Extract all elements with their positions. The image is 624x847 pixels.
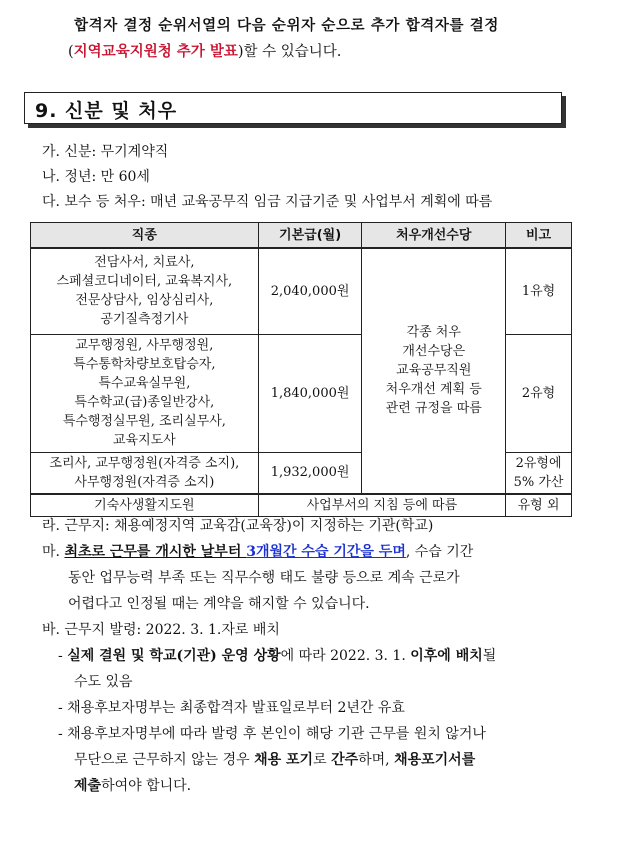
intro-line-1: 합격자 결정 순위서열의 다음 순위자 순으로 추가 합격자를 결정 <box>74 17 499 34</box>
header-note: 비고 <box>506 223 572 249</box>
table-header-row <box>31 223 572 249</box>
b1-bold: 실제 결원 및 학교(기관) 운영 상황 <box>67 648 281 664</box>
job-line: 전담사서, 치료사, <box>94 255 195 271</box>
header-pay: 기본급(월) <box>258 223 362 249</box>
section-header <box>24 92 562 124</box>
item-ma <box>42 542 473 562</box>
pay-cell: 2,040,000원 <box>258 248 362 334</box>
header-allowance: 처우개선수당 <box>362 223 506 249</box>
b1-mid: 에 따라 2022. 3. 1. <box>280 648 411 664</box>
header-job: 직종 <box>31 223 259 249</box>
item-ba: 바. 근무지 발령: 2022. 3. 1.자로 배치 <box>42 622 280 638</box>
job-cell <box>31 452 259 494</box>
note-cell: 유형 외 <box>506 494 572 517</box>
item-na: 나. 정년: 만 60세 <box>42 169 150 185</box>
job-line: 특수통학차량보호탑승자, <box>73 357 216 372</box>
section-title: 9. 신분 및 처우 <box>35 100 178 122</box>
bullet-3-line3 <box>74 776 191 796</box>
pay-table <box>30 222 572 517</box>
merged-cell: 사업부서의 지침 등에 따름 <box>258 494 505 517</box>
job-line: 스페셜코디네이터, 교육복지사, <box>56 274 233 290</box>
job-cell: 기숙사생활지도원 <box>31 494 259 517</box>
ma-prefix: 마. <box>42 544 65 560</box>
allowance-line: 개선수당은 <box>402 344 466 360</box>
item-ma-line3: 어렵다고 인정될 때는 계약을 해지할 수 있습니다. <box>68 596 370 612</box>
bullet-2: - 채용후보자명부는 최종합격자 발표일로부터 2년간 유효 <box>58 700 405 716</box>
b3-bold3: 채용포기서를 <box>394 752 476 768</box>
item-ga: 가. 신분: 무기계약직 <box>42 144 169 160</box>
dash: - <box>58 648 68 664</box>
b1-bold2: 이후에 배치 <box>410 648 483 664</box>
allowance-line: 관련 규정을 따름 <box>385 401 482 417</box>
bullet-3-line2 <box>74 750 475 770</box>
bullet-3-line1: - 채용후보자명부에 따라 발령 후 본인이 해당 기관 근무를 원치 않거나 <box>58 726 486 742</box>
note-line: 5% 가산 <box>513 474 564 490</box>
allowance-line: 각종 처우 <box>406 325 461 341</box>
ma-rest: , 수습 기간 <box>405 544 474 560</box>
bullet-1-line2: 수도 있음 <box>74 674 133 690</box>
job-line: 교무행정원, 사무행정원, <box>75 338 214 353</box>
job-line: 특수행정실무원, 조리실무사, <box>62 414 226 429</box>
b3-mid2: 하며, <box>358 752 395 768</box>
ma-bold: 최초로 근무를 개시한 날부터 <box>64 544 247 560</box>
pay-cell: 1,840,000원 <box>258 334 362 452</box>
job-line: 조리사, 교무행정원(자격증 소지), <box>49 455 240 471</box>
job-line: 특수학교(급)종일반강사, <box>74 395 215 410</box>
b3-bold4: 제출 <box>74 778 102 794</box>
b3-mid1: 로 <box>313 752 332 768</box>
table-row <box>31 248 572 334</box>
job-line: 전문상담사, 임상심리사, <box>75 293 214 309</box>
b3-pre: 무단으로 근무하지 않는 경우 <box>74 752 255 768</box>
job-line: 교육지도사 <box>112 433 176 448</box>
allowance-line: 처우개선 계획 등 <box>385 382 482 398</box>
note-cell: 2유형 <box>506 334 572 452</box>
table-row <box>31 494 572 517</box>
job-cell <box>31 334 259 452</box>
job-line: 사무행정원(자격증 소지) <box>74 474 215 490</box>
note-line: 2유형에 <box>515 455 562 471</box>
item-ma-line2: 동안 업무능력 부족 또는 직무수행 태도 불량 등으로 계속 근로가 <box>68 570 460 586</box>
paren-open: ( <box>68 44 74 60</box>
intro-red-text: 지역교육지원청 추가 발표 <box>73 43 238 60</box>
b1-end: 될 <box>482 648 497 664</box>
b3-bold2: 간주 <box>331 752 359 768</box>
bullet-1 <box>58 646 496 666</box>
intro-rest: )할 수 있습니다. <box>237 44 342 60</box>
item-da: 다. 보수 등 처우: 매년 교육공무직 임금 지급기준 및 사업부서 계획에 따름 <box>42 194 493 210</box>
job-line: 공기질측정기사 <box>100 312 189 328</box>
job-line: 특수교육실무원, <box>98 376 191 391</box>
ma-blue: 3개월간 수습 기간을 두며 <box>246 544 406 560</box>
allowance-cell <box>362 248 506 494</box>
b3-bold1: 채용 포기 <box>254 752 314 768</box>
item-ra: 라. 근무지: 채용예정지역 교육감(교육장)이 지정하는 기관(학교) <box>42 518 434 534</box>
intro-line-2 <box>68 42 341 62</box>
note-cell <box>506 452 572 494</box>
allowance-line: 교육공무직원 <box>396 363 472 379</box>
b3-end: 하여야 합니다. <box>101 778 192 794</box>
job-cell <box>31 248 259 334</box>
note-cell: 1유형 <box>506 248 572 334</box>
pay-cell: 1,932,000원 <box>258 452 362 494</box>
